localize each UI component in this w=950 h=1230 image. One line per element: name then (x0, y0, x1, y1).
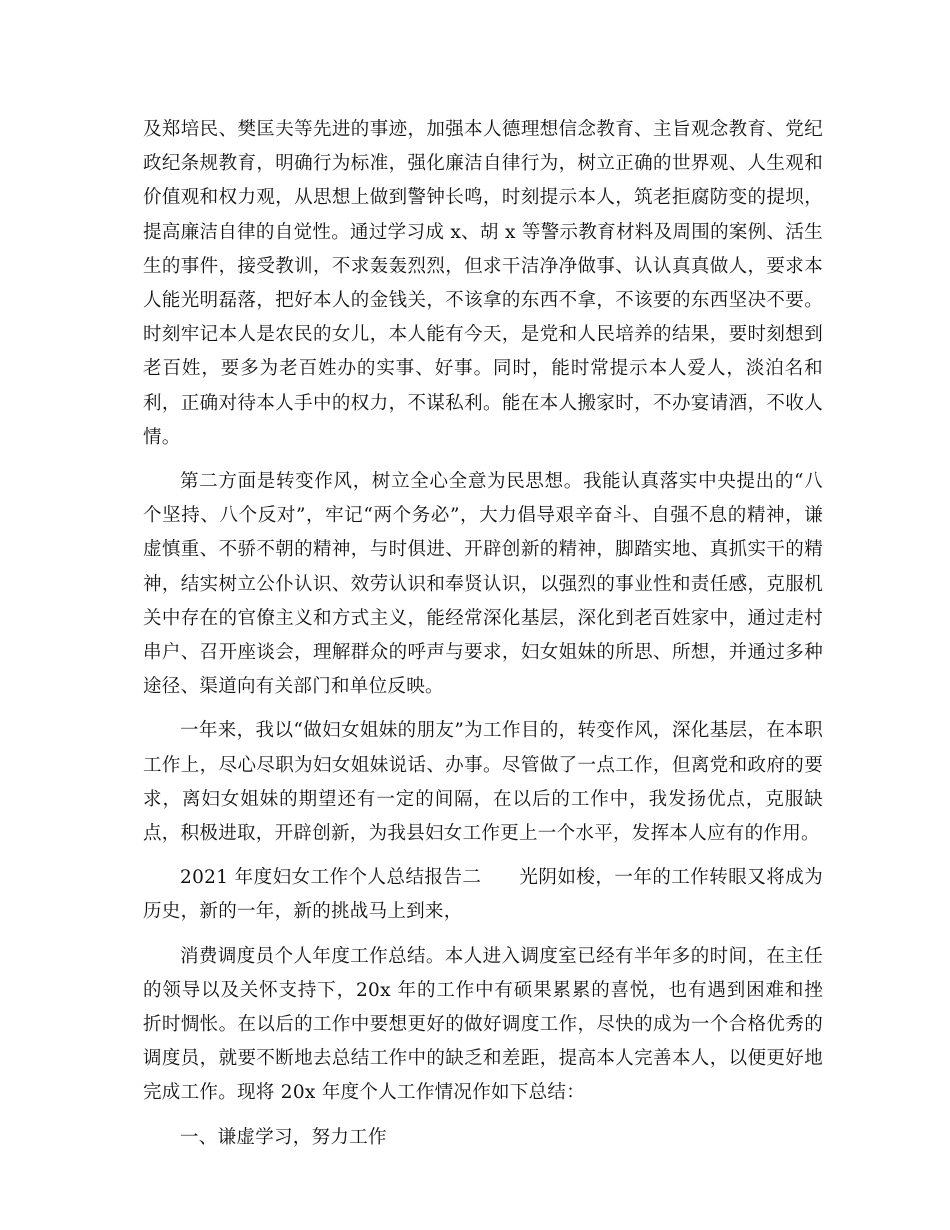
section-heading: 一、谦虚学习，努力工作 (180, 1126, 387, 1148)
paragraph-1: 及郑培民、樊匡夫等先进的事迹，加强本人德理想信念教育、主旨观念教育、党纪政纪条规教育，明确行为标准，强化廉洁自律行为，树立正确的世界观、人生观和价值观和权力观，从思想上做到警钟长鸣，时刻提示本人，筑老拒腐防变的提坝，提高廉洁自律的自觉性。通过学习成 x、胡 x 等警示教育材料及周围的案例、活生生的事件，接受教训，不求轰轰烈烈，但求干洁净净做事、认认真真做人，要求本人能光明磊落，把好本人的金钱关，不该拿的东西不拿，不该要的东西坚决不要。时刻牢记本人是农民的女儿，本人能有今天，是党和人民培养的结果，要时刻想到老百姓，要多为老百姓办的实事、好事。同时，能时常提示本人爱人，淡泊名和利，正确对待本人手中的权力，不谋私利。能在本人搬家时，不办宴请酒，不收人情。 (143, 119, 823, 448)
document-body (143, 113, 823, 1155)
paragraph-3: 一年来，我以“做妇女姐妹的朋友”为工作目的，转变作风，深化基层，在本职工作上，尽心尽职为妇女姐妹说话、办事。尽管做了一点工作，但离党和政府的要求，离妇女姐妹的期望还有一定的间隔，在以后的工作中，我发扬优点，克服缺点，积极进取，开辟创新，为我县妇女工作更上一个水平，发挥本人应有的作用。 (143, 720, 823, 845)
paragraph-2: 第二方面是转变作风，树立全心全意为民思想。我能认真落实中央提出的“八个坚持、八个反对”，牢记“两个务必”，大力倡导艰辛奋斗、自强不息的精神，谦虚慎重、不骄不朝的精神，与时俱进、开辟创新的精神，脚踏实地、真抓实干的精神，结实树立公仆认识、效劳认识和奉贤认识，以强烈的事业性和责任感，克服机关中存在的官僚主义和方式主义，能经常深化基层，深化到老百姓家中，通过走村串户、召开座谈会，理解群众的呼声与要求，妇女姐妹的所思、所想，并通过多种途径、渠道向有关部门和单位反映。 (143, 471, 823, 698)
paragraph-5: 消费调度员个人年度工作总结。本人进入调度室已经有半年多的时间，在主任的领导以及关怀支持下，20x 年的工作中有硕果累累的喜悦，也有遇到困难和挫折时惆怅。在以后的工作中要想更好的做好调度工作，尽快的成为一个合格优秀的调度员，就要不断地去总结工作中的缺乏和差距，提高本人完善本人，以便更好地完成工作。现将 20x 年度个人工作情况作如下总结： (143, 945, 823, 1104)
paragraph-4: 2021 年度妇女工作个人总结报告二 光阴如梭，一年的工作转眼又将成为历史，新的一年，新的挑战马上到来， (143, 867, 823, 923)
